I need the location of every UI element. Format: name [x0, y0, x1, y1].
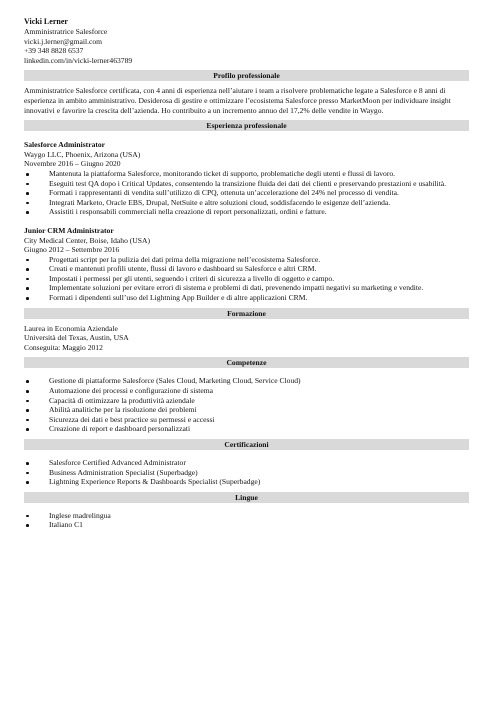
list-item: Abilità analitiche per la risoluzione dei problemi [24, 405, 469, 415]
list-item: Italiano C1 [24, 520, 469, 530]
profile-summary: Amministratrice Salesforce certificata, con 4 anni di esperienza nell’aiutare i team a risolvere problematiche legate a Salesforce e 8 anni di esperienza in ambito amministrativo. Desiderosa di gestire e ottimizzare l’ecosistema Salesforce presso MarketMoon per individuare insight innovativi e favorire la crescita dell’azienda. Ho contribuito a un incremento annuo del 17,2% delle vendite in Waygo. [24, 86, 451, 115]
linkedin-link[interactable]: linkedin.com/in/vicki-lerner463789 [24, 55, 133, 65]
list-item: Implementate soluzioni per evitare errori di sistema e problemi di dati, prevenendo impatti negativi su marketing e vendite. [24, 283, 469, 293]
job-company: Waygo LLC, Phoenix, Arizona (USA) [24, 149, 141, 159]
candidate-name: Vicki Lerner [24, 17, 68, 26]
job-entry [24, 140, 469, 217]
section-heading-skills: Competenze [24, 357, 469, 368]
section-heading-education: Formazione [24, 308, 469, 319]
list-item: Formati i dipendenti sull’uso del Lightning App Builder e di altre applicazioni CRM. [24, 293, 469, 303]
section-heading-profile: Profilo professionale [24, 70, 469, 81]
list-item: Assistiti i responsabili commerciali nella creazione di report personalizzati, ordini e fatture. [24, 207, 469, 217]
phone-number: +39 348 8828 6537 [24, 46, 84, 56]
list-item: Mantenuta la piattaforma Salesforce, monitorando ticket di supporto, problematiche degli utenti e flussi di lavoro. [24, 169, 469, 179]
section-heading-experience: Esperienza professionale [24, 120, 469, 131]
list-item: Formati i rappresentanti di vendita sull’utilizzo di CPQ, ottenuta un’accelerazione del 24% nel processo di vendita. [24, 188, 469, 198]
job-company: City Medical Center, Boise, Idaho (USA) [24, 235, 151, 245]
list-item: Sicurezza dei dati e best practice su permessi e accessi [24, 415, 469, 425]
job-title: Junior CRM Administrator [24, 225, 114, 235]
job-bullets [24, 255, 469, 303]
job-title: Salesforce Administrator [24, 140, 106, 150]
list-item: Creazione di report e dashboard personalizzati [24, 424, 469, 434]
job-bullets [24, 169, 469, 217]
list-item: Capacità di ottimizzare la produttività aziendale [24, 396, 469, 406]
list-item: Progettati script per la pulizia dei dati prima della migrazione nell’ecosistema Salesforce. [24, 255, 469, 265]
section-heading-languages: Lingue [24, 492, 469, 503]
list-item: Salesforce Certified Advanced Administrator [24, 458, 469, 468]
contact-block [24, 17, 469, 65]
job-dates: Giugno 2012 – Settembre 2016 [24, 245, 120, 255]
education-school: Università del Texas, Austin, USA [24, 333, 129, 343]
job-entry [24, 226, 469, 303]
languages-list [24, 511, 469, 530]
certifications-list [24, 458, 469, 487]
list-item: Eseguiti test QA dopo i Critical Updates, consentendo la transizione fluida dei dati dei clienti e preservando prestazioni e usabilità. [24, 179, 469, 189]
email-link[interactable]: vicki.j.lerner@gmail.com [24, 36, 103, 46]
skills-list [24, 376, 469, 434]
education-degree: Laurea in Economia Aziendale [24, 323, 118, 333]
list-item: Lightning Experience Reports & Dashboards Specialist (Superbadge) [24, 477, 469, 487]
job-dates: Novembre 2016 – Giugno 2020 [24, 159, 121, 169]
list-item: Inglese madrelingua [24, 511, 469, 521]
list-item: Gestione di piattaforme Salesforce (Sales Cloud, Marketing Cloud, Service Cloud) [24, 376, 469, 386]
education-entry [24, 324, 469, 353]
resume-content [24, 17, 469, 534]
list-item: Creati e mantenuti profili utente, flussi di lavoro e dashboard su Salesforce e altri CRM. [24, 264, 469, 274]
list-item: Impostati i permessi per gli utenti, seguendo i criteri di sicurezza a livello di oggetto e campo. [24, 274, 469, 284]
list-item: Automazione dei processi e configurazione di sistema [24, 386, 469, 396]
section-heading-certifications: Certificazioni [24, 439, 469, 450]
list-item: Business Administration Specialist (Superbadge) [24, 468, 469, 478]
education-date: Conseguita: Maggio 2012 [24, 342, 103, 352]
list-item: Integrati Marketo, Oracle EBS, Drupal, NetSuite e altre soluzioni cloud, soddisfacendo le esigenze dell’azienda. [24, 198, 469, 208]
job-title: Amministratrice Salesforce [24, 27, 108, 36]
